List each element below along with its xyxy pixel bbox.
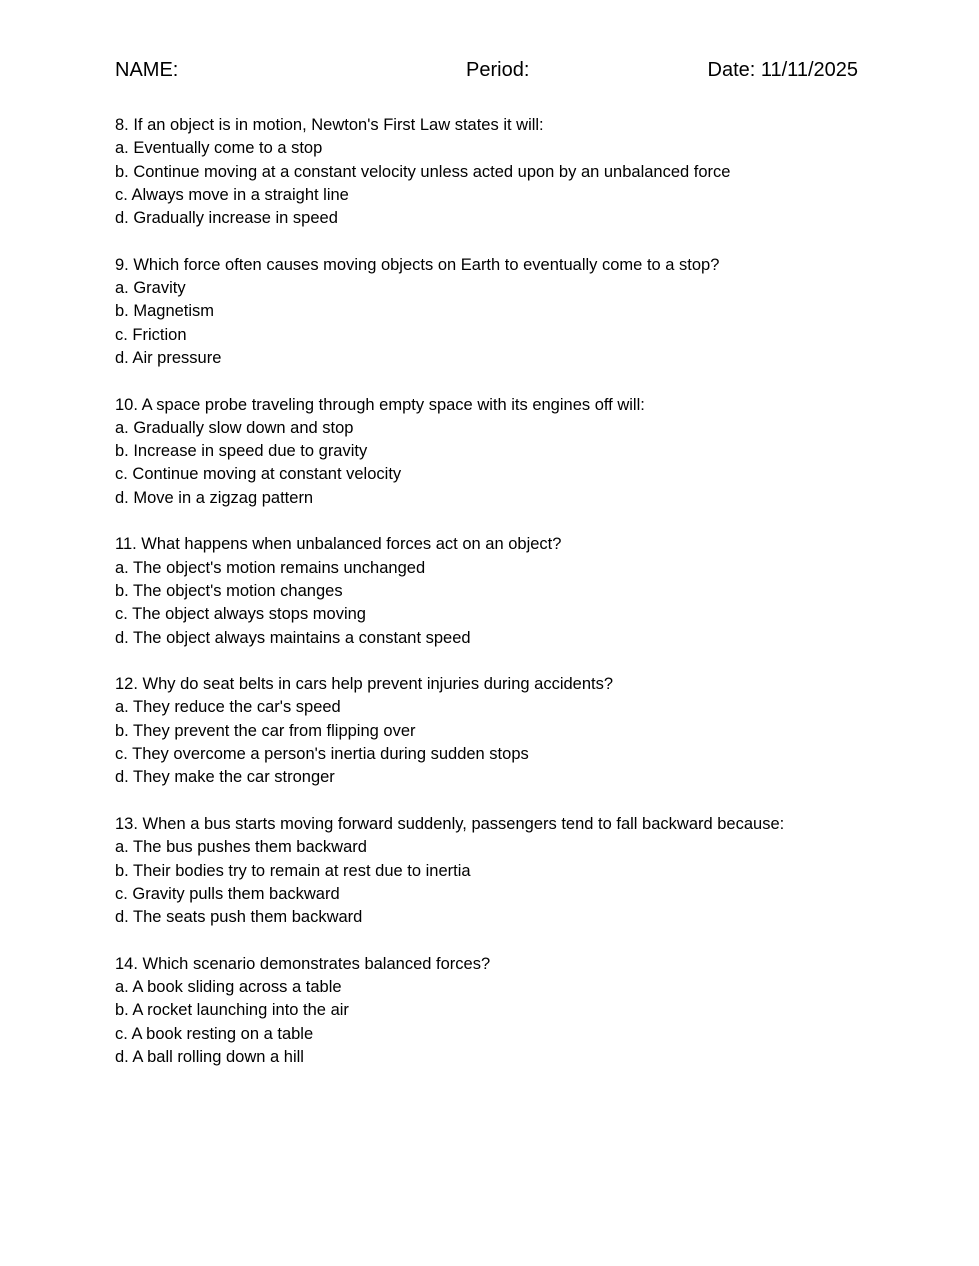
answer-option-d: d. Air pressure: [115, 348, 222, 367]
answer-option-a: a. They reduce the car's speed: [115, 698, 341, 717]
answer-option-d: d. The seats push them backward: [115, 908, 363, 927]
answer-option-b: b. They prevent the car from flipping over: [115, 721, 416, 740]
question-prompt: 14. Which scenario demonstrates balanced forces?: [115, 954, 491, 973]
answer-option-b: b. A rocket launching into the air: [115, 1001, 349, 1020]
period-label: Period:: [466, 59, 530, 81]
question-12: [115, 673, 875, 789]
answer-option-c: c. The object always stops moving: [115, 605, 366, 624]
worksheet-header: [115, 57, 858, 83]
question-prompt: 12. Why do seat belts in cars help prevent injuries during accidents?: [115, 675, 614, 694]
answer-option-a: a. Eventually come to a stop: [115, 139, 323, 158]
answer-option-d: d. They make the car stronger: [115, 768, 335, 787]
name-label: NAME:: [115, 59, 179, 81]
question-prompt: 11. What happens when unbalanced forces act on an object?: [115, 535, 562, 554]
question-prompt: 9. Which force often causes moving objects on Earth to eventually come to a stop?: [115, 255, 720, 274]
question-prompt: 8. If an object is in motion, Newton's First Law states it will:: [115, 116, 544, 134]
answer-option-d: d. The object always maintains a constant speed: [115, 628, 471, 647]
answer-option-d: d. Gradually increase in speed: [115, 209, 338, 228]
question-10: [115, 394, 875, 510]
answer-option-d: d. Move in a zigzag pattern: [115, 488, 314, 507]
answer-option-b: b. Increase in speed due to gravity: [115, 442, 368, 461]
answer-option-d: d. A ball rolling down a hill: [115, 1047, 304, 1066]
answer-option-a: a. Gravity: [115, 279, 186, 298]
answer-option-b: b. Their bodies try to remain at rest due to inertia: [115, 861, 471, 880]
question-11: [115, 533, 875, 649]
question-9: [115, 254, 875, 370]
answer-option-c: c. Friction: [115, 325, 187, 344]
answer-option-b: b. The object's motion changes: [115, 581, 343, 600]
date-label: Date: 11/11/2025: [707, 59, 858, 81]
answer-option-b: b. Continue moving at a constant velocity unless acted upon by an unbalanced force: [115, 162, 731, 181]
question-prompt: 10. A space probe traveling through empty space with its engines off will:: [115, 395, 645, 414]
answer-option-c: c. A book resting on a table: [115, 1024, 314, 1043]
answer-option-b: b. Magnetism: [115, 302, 215, 321]
question-prompt: 13. When a bus starts moving forward suddenly, passengers tend to fall backward because:: [115, 814, 785, 833]
question-8: [115, 114, 875, 230]
answer-option-c: c. They overcome a person's inertia during sudden stops: [115, 745, 529, 764]
answer-option-a: a. A book sliding across a table: [115, 977, 342, 996]
answer-option-a: a. The bus pushes them backward: [115, 838, 367, 857]
question-13: [115, 813, 875, 929]
question-list: [115, 114, 875, 1092]
answer-option-a: a. Gradually slow down and stop: [115, 418, 354, 437]
answer-option-a: a. The object's motion remains unchanged: [115, 558, 426, 577]
answer-option-c: c. Gravity pulls them backward: [115, 884, 340, 903]
question-14: [115, 953, 875, 1069]
answer-option-c: c. Always move in a straight line: [115, 185, 349, 204]
answer-option-c: c. Continue moving at constant velocity: [115, 465, 402, 484]
